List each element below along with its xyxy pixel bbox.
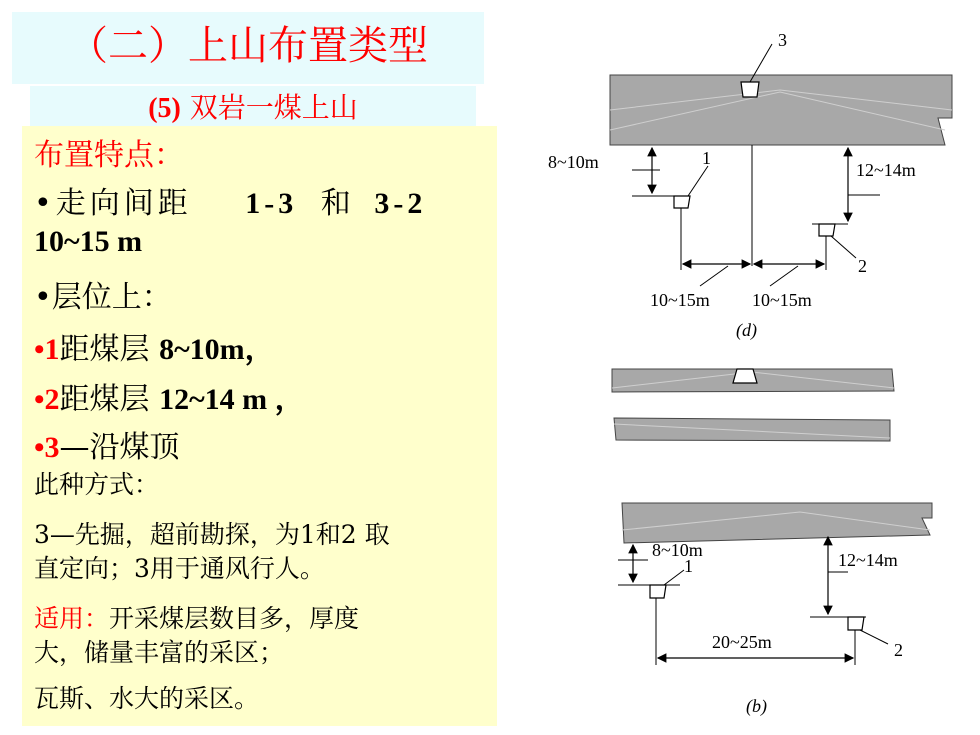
label-2-d: 2 bbox=[858, 256, 867, 276]
label-1-d: 1 bbox=[702, 148, 711, 168]
apply-text-1: 开采煤层数目多，厚度 bbox=[109, 604, 360, 633]
label-3-d: 3 bbox=[778, 30, 787, 50]
dim-right-d: 12~14m bbox=[856, 160, 916, 180]
caption-d: (d) bbox=[736, 320, 757, 340]
layer-item-2-text: 距煤层 bbox=[59, 382, 150, 417]
middle-seams bbox=[612, 369, 894, 441]
apply-line-3: 瓦斯、水大的采区。 bbox=[34, 684, 260, 713]
dim-bottom-right-d: 10~15m bbox=[752, 290, 812, 310]
dim-left-d: 8~10m bbox=[548, 152, 599, 172]
subtitle-text: 双岩一煤上山 bbox=[189, 91, 358, 124]
apply-label: 适用： bbox=[34, 604, 110, 633]
spacing-3-2: 3-2 bbox=[374, 187, 427, 220]
middle-roadway-3 bbox=[733, 369, 757, 383]
dim-bottom-left-d: 10~15m bbox=[650, 290, 710, 310]
roadway-2-b bbox=[848, 617, 864, 630]
layer-item-1-value: 8~10m， bbox=[159, 333, 275, 366]
method-heading: 此种方式： bbox=[34, 470, 160, 499]
layer-heading: •层位上： bbox=[34, 280, 172, 315]
page-subtitle bbox=[30, 88, 476, 129]
layer-item-2-value: 12~14 m ， bbox=[159, 383, 305, 416]
page-title: （二）上山布置类型 bbox=[68, 23, 428, 69]
layer-item-2-bullet: •2 bbox=[34, 383, 60, 416]
apply-line-2: 大，储量丰富的采区； bbox=[34, 638, 285, 667]
middle-seam-lower bbox=[614, 418, 890, 441]
caption-b: (b) bbox=[746, 696, 767, 716]
dim-bottom-b: 20~25m bbox=[712, 632, 772, 652]
layer-item-3-bullet: •3 bbox=[34, 431, 60, 464]
spacing-value: 10~15 m bbox=[34, 225, 143, 258]
diagram-d bbox=[548, 30, 952, 341]
layer-item-1-bullet: •1 bbox=[34, 333, 60, 366]
spacing-line bbox=[34, 184, 494, 224]
dim-left-b: 8~10m bbox=[652, 540, 703, 560]
layer-item-1-text: 距煤层 bbox=[59, 332, 150, 367]
label-1-b: 1 bbox=[684, 556, 693, 576]
roadway-1-b bbox=[650, 585, 666, 598]
diagram-b bbox=[618, 503, 932, 717]
roadway-3-d bbox=[741, 82, 759, 97]
roadway-1-d bbox=[674, 196, 690, 208]
layer-item-2 bbox=[34, 380, 305, 420]
spacing-and: 和 bbox=[320, 186, 351, 221]
subtitle-number: (5) bbox=[148, 93, 181, 124]
layer-item-1 bbox=[34, 330, 275, 370]
coal-seam-d bbox=[610, 75, 952, 145]
layer-item-3-text: —沿煤顶 bbox=[59, 430, 180, 465]
dim-right-b: 12~14m bbox=[838, 550, 898, 570]
roadway-2-d bbox=[819, 224, 835, 236]
apply-line-1 bbox=[34, 602, 359, 636]
spacing-label: •走向间距 bbox=[34, 186, 192, 221]
layout-diagram bbox=[540, 0, 980, 735]
method-line-1: 3—先掘，超前勘探，为1和2 取 bbox=[34, 520, 390, 549]
spacing-1-3: 1-3 bbox=[245, 187, 298, 220]
label-2-b: 2 bbox=[894, 640, 903, 660]
method-line-2: 直定向；3用于通风行人。 bbox=[34, 554, 325, 583]
layer-item-3 bbox=[34, 428, 180, 468]
coal-seam-b bbox=[622, 503, 932, 543]
features-heading: 布置特点： bbox=[34, 138, 184, 173]
